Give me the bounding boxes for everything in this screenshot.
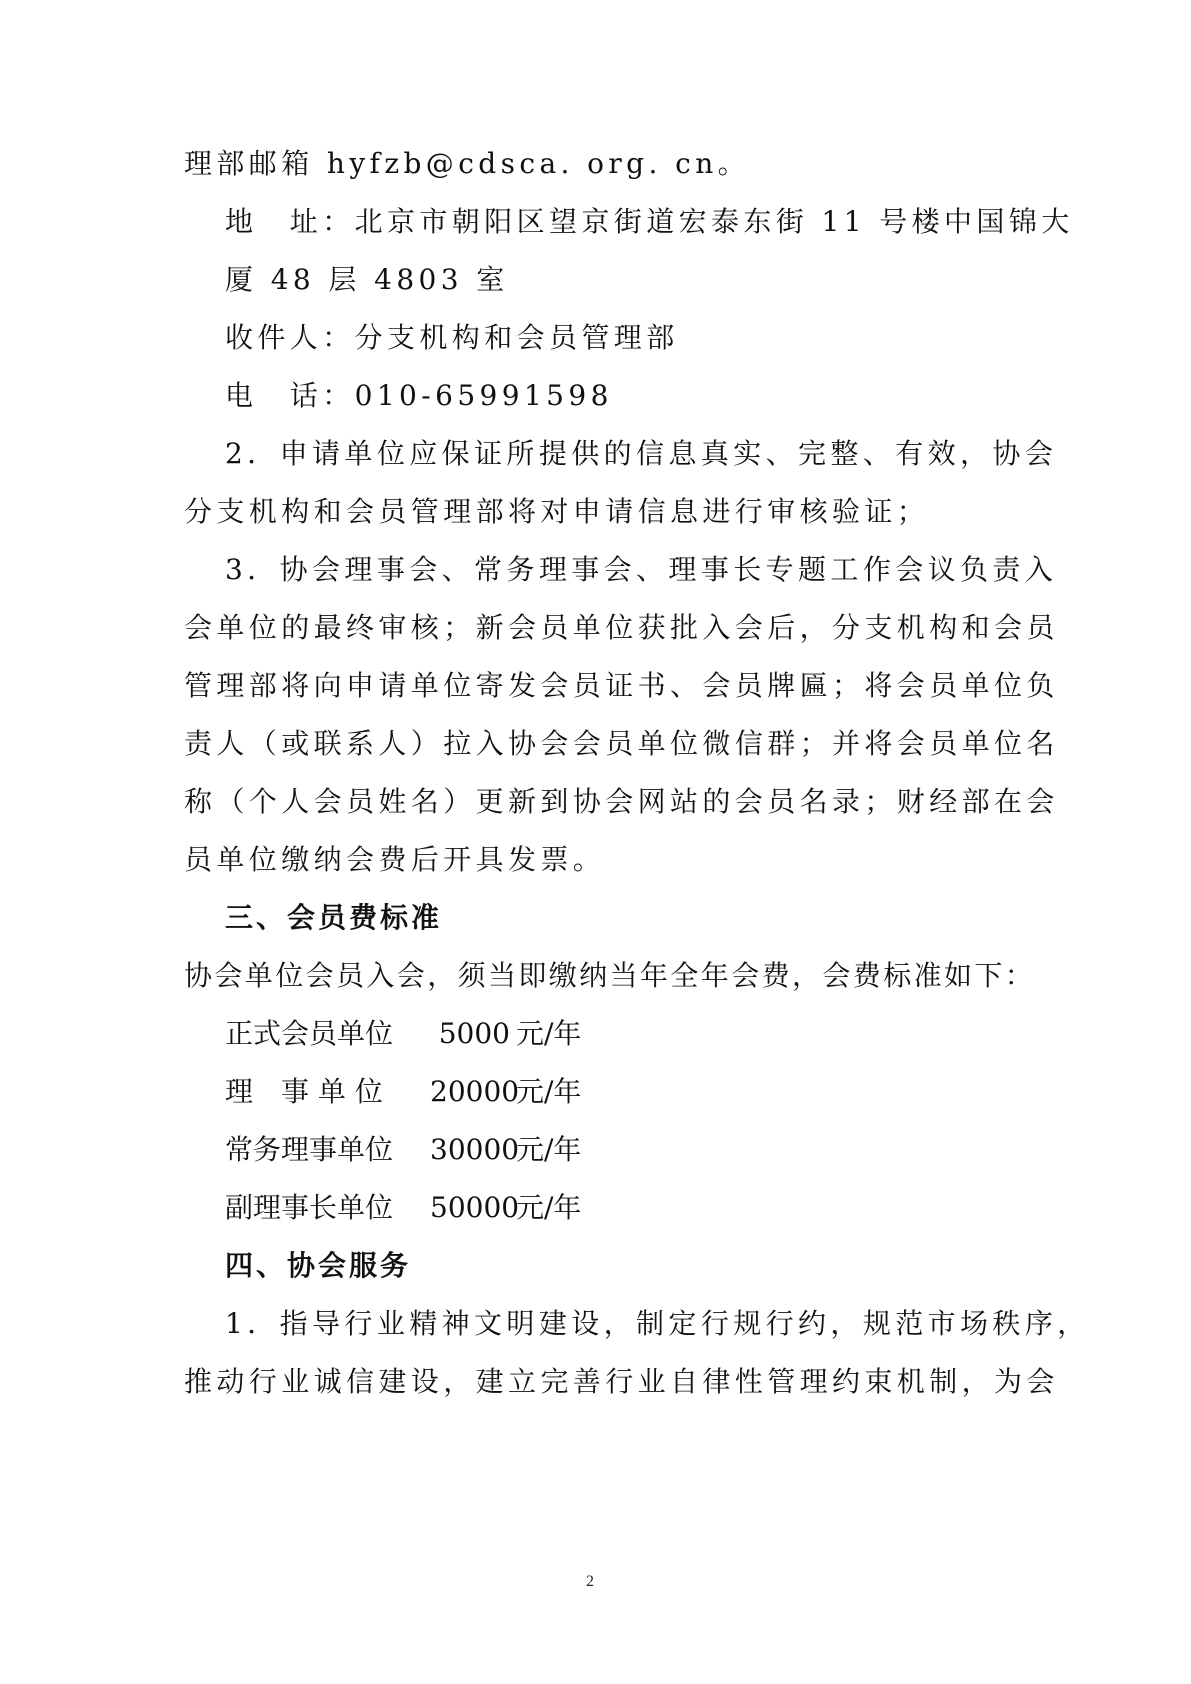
fee-unit: 元/年 <box>516 1075 582 1108</box>
item-3-line: 3．协会理事会、常务理事会、理事长专题工作会议负责入 <box>225 553 1058 586</box>
phone-line: 电 话：010-65991598 <box>225 379 613 412</box>
fee-name: 正式会员单位 <box>225 1017 394 1050</box>
fee-unit: 元/年 <box>516 1133 582 1166</box>
fee-name: 理 事 单 位 <box>225 1075 383 1108</box>
fee-amount: 20000 <box>430 1075 520 1108</box>
section-4-heading: 四、协会服务 <box>225 1249 412 1282</box>
item-3-line-cont: 称（个人会员姓名）更新到协会网站的会员名录；财经部在会 <box>184 785 1059 818</box>
email-line: 理部邮箱 hyfzb@cdsca. org. cn。 <box>184 147 751 180</box>
item-3-line-cont: 管理部将向申请单位寄发会员证书、会员牌匾；将会员单位负 <box>184 669 1059 702</box>
fee-row <box>225 1016 1045 1052</box>
fee-unit: 元/年 <box>516 1191 582 1224</box>
service-item-1-line: 1．指导行业精神文明建设，制定行规行约，规范市场秩序， <box>225 1307 1090 1340</box>
item-3-line-cont: 员单位缴纳会费后开具发票。 <box>184 843 606 876</box>
service-item-1-line-cont: 推动行业诚信建设，建立完善行业自律性管理约束机制，为会 <box>184 1365 1059 1398</box>
item-3-line-cont: 会单位的最终审核；新会员单位获批入会后，分支机构和会员 <box>184 611 1059 644</box>
recipient-line: 收件人：分支机构和会员管理部 <box>225 321 679 354</box>
fee-row <box>225 1190 1045 1226</box>
section-3-heading: 三、会员费标准 <box>225 901 443 934</box>
fee-unit: 元/年 <box>516 1017 582 1050</box>
fee-row <box>225 1074 1045 1110</box>
fee-name: 常务理事单位 <box>225 1133 394 1166</box>
section-3-intro: 协会单位会员入会，须当即缴纳当年全年会费，会费标准如下： <box>184 959 1036 992</box>
address-line-cont: 厦 48 层 4803 室 <box>225 263 509 296</box>
item-3-line-cont: 责人（或联系人）拉入协会会员单位微信群；并将会员单位名 <box>184 727 1059 760</box>
fee-amount: 50000 <box>430 1191 520 1224</box>
page-number: 2 <box>586 1573 594 1590</box>
fee-name: 副理事长单位 <box>225 1191 394 1224</box>
item-2-line: 2．申请单位应保证所提供的信息真实、完整、有效，协会 <box>225 437 1058 470</box>
fee-amount: 5000 <box>438 1017 510 1050</box>
address-line: 地 址：北京市朝阳区望京街道宏泰东街 11 号楼中国锦大 <box>225 205 1074 238</box>
fee-row <box>225 1132 1045 1168</box>
item-2-line-cont: 分支机构和会员管理部将对申请信息进行审核验证； <box>184 495 930 528</box>
fee-amount: 30000 <box>430 1133 520 1166</box>
